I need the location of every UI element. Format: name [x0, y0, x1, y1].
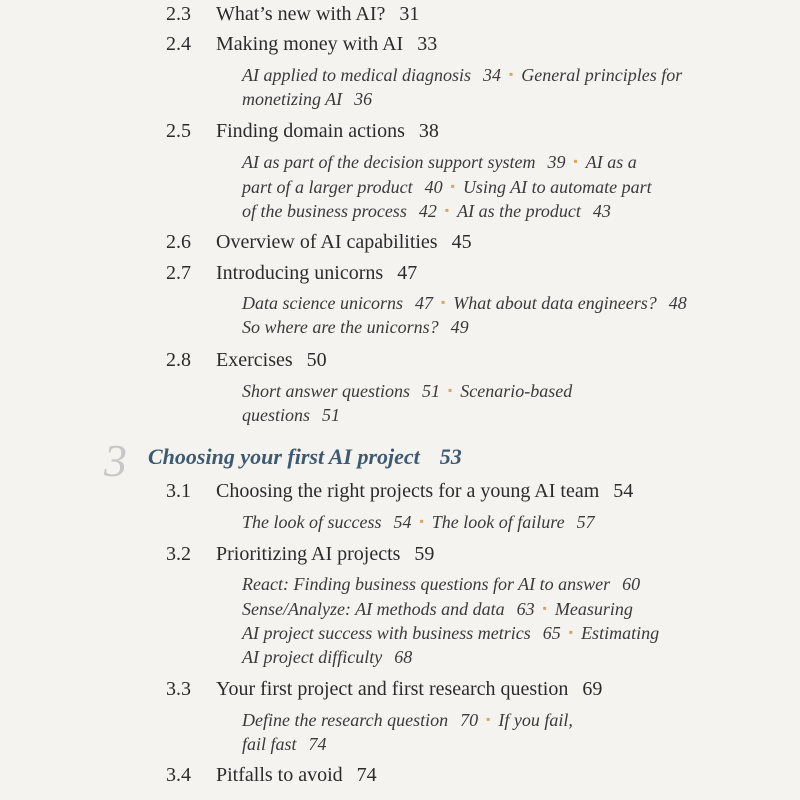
- section-title: Overview of AI capabilities: [216, 231, 438, 253]
- section-title: Your first project and first research question: [216, 678, 569, 700]
- subsection-page: 48: [668, 293, 687, 313]
- bullet-separator: ▪: [450, 178, 455, 193]
- subsection-title[interactable]: monetizing AI: [242, 88, 343, 109]
- subsection-title[interactable]: fail fast: [242, 733, 297, 754]
- section-page: 54: [613, 480, 634, 502]
- subsection-title[interactable]: AI as the product: [457, 201, 581, 221]
- subsection-title[interactable]: The look of success: [242, 512, 382, 532]
- subsection-title[interactable]: Sense/Analyze: AI methods and data: [242, 598, 505, 619]
- toc-entry-2-8[interactable]: [166, 348, 327, 372]
- section-page: 38: [418, 120, 439, 142]
- section-title: Finding domain actions: [216, 120, 405, 142]
- chapter-page: 53: [439, 444, 462, 469]
- bullet-separator: ▪: [419, 514, 424, 528]
- bullet-separator: ▪: [573, 154, 578, 168]
- chapter-number: 3: [104, 435, 127, 486]
- toc-entry-2-3[interactable]: [166, 2, 419, 26]
- section-page: 74: [356, 764, 377, 786]
- subsection-list-2-7: [242, 291, 687, 339]
- section-number: 3.3: [166, 678, 191, 700]
- section-page: 45: [451, 231, 472, 253]
- toc-entry-2-7[interactable]: [166, 261, 417, 285]
- section-number: 2.5: [166, 120, 191, 142]
- subsection-title[interactable]: Estimating: [581, 623, 660, 643]
- chapter-heading[interactable]: [148, 444, 462, 470]
- subsection-title[interactable]: AI as a: [585, 152, 637, 172]
- subsection-page: 43: [592, 201, 611, 221]
- bullet-separator: ▪: [568, 625, 574, 639]
- section-title: What’s new with AI?: [216, 3, 386, 25]
- subsection-page: 34: [482, 65, 501, 85]
- subsection-page: 57: [576, 512, 595, 532]
- subsection-page: 39: [547, 152, 566, 172]
- subsection-page: 40: [424, 176, 443, 197]
- subsection-list-3-1: [242, 510, 595, 535]
- subsection-list-2-5: [242, 150, 652, 224]
- subsection-page: 70: [460, 710, 479, 730]
- subsection-title[interactable]: part of a larger product: [242, 176, 413, 197]
- subsection-title[interactable]: So where are the unicorns?: [242, 316, 439, 337]
- bullet-separator: ▪: [448, 383, 453, 397]
- section-number: 2.7: [166, 262, 191, 284]
- subsection-title[interactable]: Short answer questions: [242, 381, 411, 401]
- section-page: 33: [417, 33, 438, 55]
- bullet-separator: ▪: [508, 67, 514, 81]
- section-number: 3.2: [166, 543, 191, 565]
- section-page: 31: [399, 3, 420, 25]
- subsection-title[interactable]: Scenario-based: [460, 381, 573, 401]
- subsection-title[interactable]: questions: [242, 404, 311, 425]
- subsection-page: 60: [622, 574, 641, 594]
- subsection-page: 51: [422, 381, 441, 401]
- section-page: 47: [397, 262, 418, 284]
- subsection-page: 36: [354, 88, 373, 109]
- toc-entry-2-4[interactable]: [166, 32, 437, 56]
- section-title: Pitfalls to avoid: [216, 764, 343, 786]
- subsection-title[interactable]: If you fail,: [498, 710, 573, 730]
- subsection-page: 74: [308, 733, 327, 754]
- subsection-page: 42: [418, 201, 437, 221]
- subsection-title[interactable]: What about data engineers?: [453, 293, 657, 313]
- subsection-title[interactable]: Measuring: [554, 598, 633, 619]
- subsection-page: 51: [322, 404, 341, 425]
- section-number: 2.4: [166, 33, 191, 55]
- subsection-page: 47: [414, 293, 433, 313]
- subsection-list-3-2: [242, 573, 659, 669]
- subsection-title[interactable]: AI project difficulty: [242, 646, 383, 667]
- toc-entry-3-1[interactable]: [166, 479, 633, 503]
- subsection-title[interactable]: Data science unicorns: [242, 293, 403, 313]
- bullet-separator: ▪: [486, 712, 491, 726]
- section-page: 69: [582, 678, 603, 700]
- subsection-title[interactable]: General principles for: [521, 65, 683, 85]
- subsection-title[interactable]: Using AI to automate part: [462, 176, 652, 197]
- subsection-list-2-8: [242, 379, 572, 427]
- section-title: Prioritizing AI projects: [216, 543, 401, 565]
- subsection-title[interactable]: AI project success with business metrics: [242, 623, 531, 643]
- subsection-title[interactable]: of the business process: [242, 201, 407, 221]
- subsection-list-2-4: [242, 63, 682, 111]
- section-number: 2.8: [166, 349, 191, 371]
- section-number: 3.1: [166, 480, 191, 502]
- section-page: 50: [306, 349, 327, 371]
- subsection-page: 54: [393, 512, 412, 532]
- subsection-title[interactable]: Define the research question: [242, 710, 449, 730]
- subsection-page: 49: [450, 316, 469, 337]
- section-title: Introducing unicorns: [216, 262, 384, 284]
- subsection-title[interactable]: React: Finding business questions for AI to answer: [242, 574, 611, 594]
- section-number: 2.6: [166, 231, 191, 253]
- section-title: Choosing the right projects for a young AI team: [216, 480, 600, 502]
- toc-entry-3-4[interactable]: [166, 763, 377, 787]
- subsection-title[interactable]: AI as part of the decision support system: [242, 152, 536, 172]
- section-number: 3.4: [166, 764, 191, 786]
- subsection-page: 63: [516, 598, 535, 619]
- section-title: Exercises: [216, 349, 293, 371]
- toc-entry-3-3[interactable]: [166, 677, 602, 701]
- section-title: Making money with AI: [216, 33, 404, 55]
- subsection-page: 65: [542, 623, 561, 643]
- toc-entry-2-6[interactable]: [166, 230, 472, 254]
- bullet-separator: ▪: [440, 295, 446, 309]
- section-page: 59: [414, 543, 435, 565]
- bullet-separator: ▪: [542, 600, 547, 615]
- subsection-page: 68: [394, 646, 413, 667]
- toc-entry-2-5[interactable]: [166, 119, 439, 143]
- section-number: 2.3: [166, 3, 191, 25]
- subsection-list-3-3: [242, 708, 573, 756]
- bullet-separator: ▪: [444, 203, 450, 217]
- subsection-title[interactable]: AI applied to medical diagnosis: [242, 65, 471, 85]
- chapter-title: Choosing your first AI project: [148, 444, 420, 469]
- toc-entry-3-2[interactable]: [166, 542, 434, 566]
- subsection-title[interactable]: The look of failure: [431, 512, 565, 532]
